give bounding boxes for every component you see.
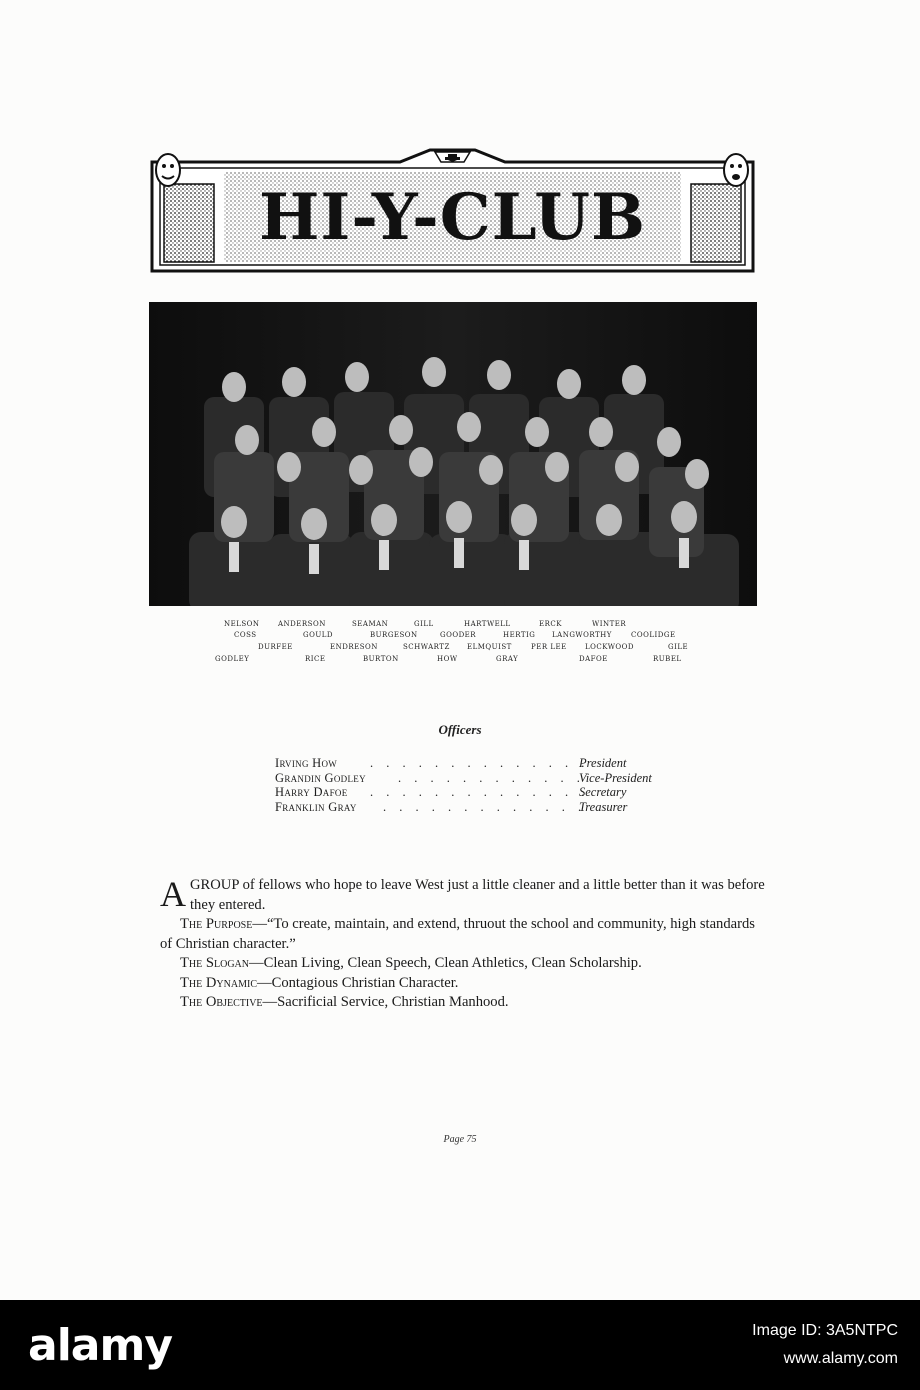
stock-footer — [0, 1300, 920, 1390]
name-label: GILE — [668, 643, 689, 651]
officers-list — [275, 756, 695, 814]
name-label: DURFEE — [258, 643, 293, 651]
name-label: GOULD — [303, 631, 333, 639]
leader-dots: . . . . . . . . . . . . . . — [370, 785, 590, 799]
name-label: RUBEL — [653, 655, 682, 663]
dynamic-text: —Contagious Christian Character. — [257, 974, 459, 991]
page-number: Page 75 — [443, 1134, 477, 1145]
intro-text: GROUP of fellows who hope to leave West just a little cleaner and a little better than it was before they entered. — [190, 877, 765, 913]
name-label: GRAY — [496, 655, 519, 663]
banner-title: HI-Y-CLUB — [258, 179, 647, 255]
officer-row — [275, 756, 695, 771]
officer-name: Harry Dafoe — [275, 785, 348, 799]
name-label: PER LEE — [531, 643, 567, 651]
intro-paragraph — [160, 876, 765, 915]
name-label: SEAMAN — [352, 620, 389, 628]
leader-dots: . . . . . . . . . . . . . — [383, 799, 587, 814]
officer-title: Vice-President — [579, 770, 652, 785]
name-label: GOODER — [440, 631, 477, 639]
name-label: ERCK — [539, 620, 562, 628]
name-label: GODLEY — [215, 655, 250, 663]
group-photo-icon — [149, 302, 757, 606]
officer-row — [275, 785, 695, 800]
name-label: LANGWORTHY — [552, 631, 612, 639]
dynamic-paragraph — [160, 974, 765, 994]
club-banner — [150, 148, 755, 273]
officer-row — [275, 800, 695, 815]
name-label: DAFOE — [579, 655, 608, 663]
objective-label: The Objective — [180, 994, 263, 1010]
name-caption — [0, 620, 920, 692]
name-label: ENDRESON — [330, 643, 378, 651]
officer-name: Grandin Godley — [275, 770, 366, 785]
objective-paragraph — [160, 993, 765, 1013]
name-label: SCHWARTZ — [403, 643, 450, 651]
drop-cap: A — [160, 874, 186, 914]
name-label: HOW — [437, 655, 458, 663]
club-description — [160, 876, 765, 1013]
purpose-paragraph — [160, 915, 765, 954]
purpose-text: —“To create, maintain, and extend, thruout the school and community, high standards of Christian character.” — [160, 916, 755, 952]
name-label: ELMQUIST — [467, 643, 512, 651]
name-label: WINTER — [592, 620, 627, 628]
name-label: HARTWELL — [464, 620, 511, 628]
slogan-paragraph — [160, 954, 765, 974]
officer-row — [275, 771, 695, 786]
name-label: COSS — [234, 631, 257, 639]
name-label: ANDERSON — [278, 620, 326, 628]
name-label: COOLIDGE — [631, 631, 676, 639]
slogan-label: The Slogan — [180, 955, 250, 971]
image-id: Image ID: 3A5NTPC — [752, 1322, 898, 1339]
dynamic-label: The Dynamic — [180, 974, 257, 991]
group-photo — [149, 302, 757, 606]
name-label: BURTON — [363, 655, 399, 663]
name-label: NELSON — [224, 620, 260, 628]
officer-title: Secretary — [579, 785, 627, 799]
name-label: LOCKWOOD — [585, 643, 635, 651]
officer-title: President — [579, 756, 627, 770]
alamy-logo: alamy — [28, 1320, 172, 1371]
name-label: RICE — [305, 655, 326, 663]
name-label: HERTIG — [503, 631, 536, 639]
officers-heading: Officers — [438, 722, 482, 737]
name-label: GILL — [414, 620, 434, 628]
officer-name: Franklin Gray — [275, 799, 357, 814]
officer-title: Treasurer — [579, 799, 628, 814]
leader-dots: . . . . . . . . . . . . — [398, 770, 585, 785]
objective-text: —Sacrificial Service, Christian Manhood. — [262, 994, 509, 1010]
stock-url: www.alamy.com — [783, 1350, 898, 1367]
purpose-label: The Purpose — [180, 916, 253, 932]
leader-dots: . . . . . . . . . . . . . . — [370, 756, 590, 770]
slogan-text: —Clean Living, Clean Speech, Clean Athletics, Clean Scholarship. — [249, 955, 642, 971]
name-label: BURGESON — [370, 631, 418, 639]
officer-name: Irving How — [275, 756, 338, 770]
